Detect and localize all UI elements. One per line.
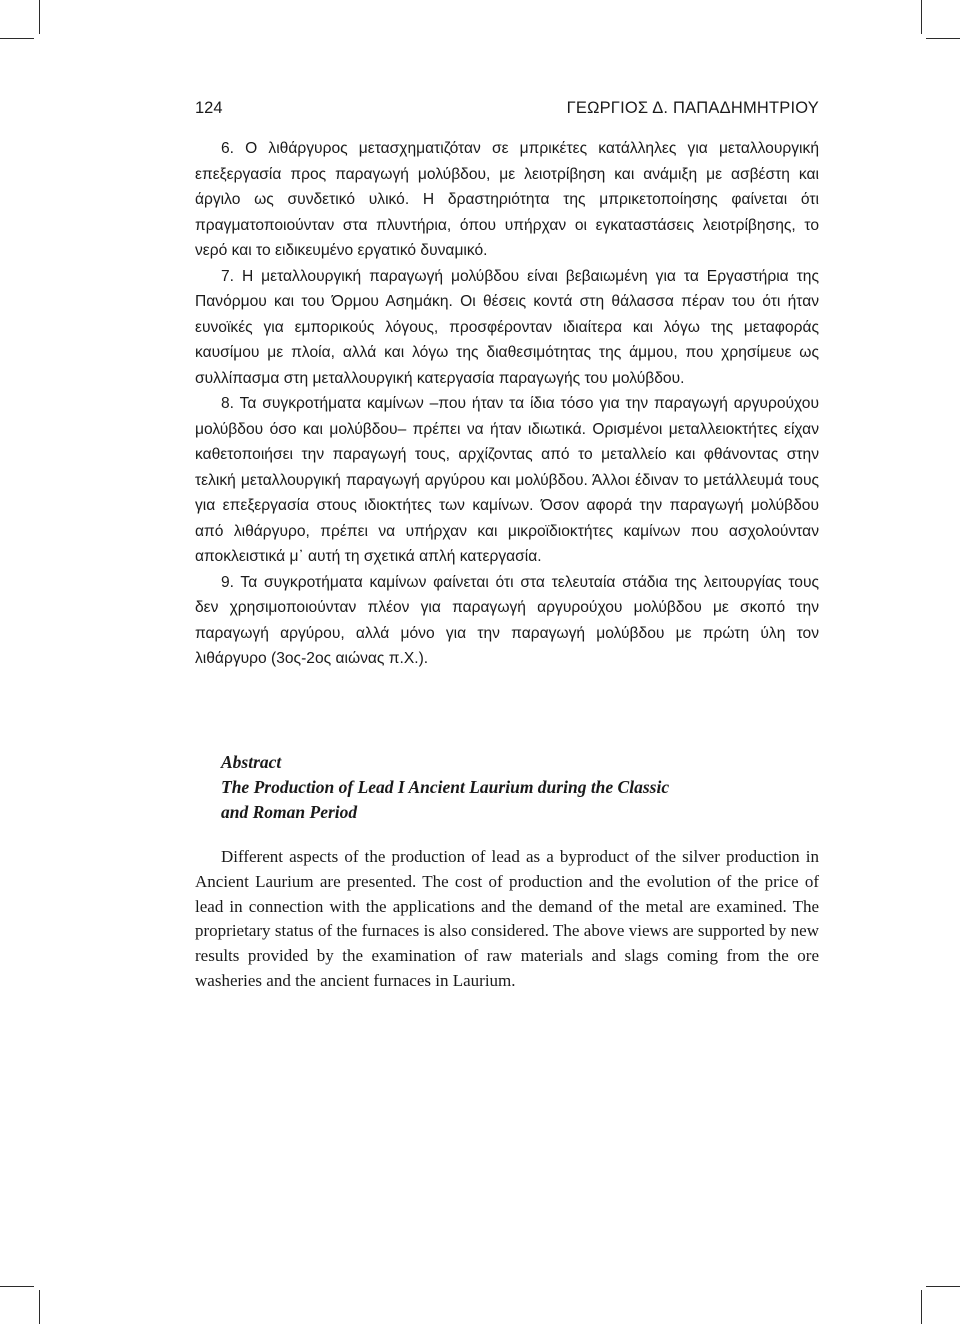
page-header (195, 96, 819, 120)
abstract-label: Abstract (221, 752, 282, 772)
crop-mark-bottom-right-horizontal (926, 1286, 960, 1287)
note-7: 7. Η μεταλλουργική παραγωγή μολύβδου είναι βεβαιωμένη για τα Εργαστήρια της Πανόρμου και του Όρμου Ασημάκη. Οι θέσεις κοντά στη θάλασσα πέραν του ότι ήταν ευνοϊκές για εμπορικούς λόγους, προσφέρονταν ιδιαίτερα και λόγω της μεταφοράς καυσίμου με πλοία, αλλά και λόγω της διαθεσιμότητας της άμμου, που χρησίμευε ως συλλίπασμα στη μεταλλουργική κατεργασία παραγωγής του μολύβδου. (195, 267, 819, 387)
crop-mark-bottom-left (39, 1290, 40, 1324)
abstract-text: Different aspects of the production of lead as a byproduct of the silver production in Ancient Laurium are presented. The cost of production and the evolution of the price of lead in connection with the applications and the demand of the metal are examined. The proprietary status of the furnaces is also considered. The above views are supported by new results provided by the examination of raw materials and slags coming from the ore washeries and the ancient furnaces in Laurium. (195, 847, 819, 990)
note-6: 6. Ο λιθάργυρος μετασχηματιζόταν σε μπρικέτες κατάλληλες για μεταλλουργική επεξεργασία προς παραγωγή μολύβδου, με λειοτρίβηση και ανάμιξη με ασβέστη και άργιλο ως συνδετικό υλικό. Η δραστηριότητα της μπρικετοποίησης φαίνεται ότι πραγματοποιούνταν στα πλυντήρια, όπου υπήρχαν οι εγκαταστάσεις λειοτρίβησης, το νερό και το ειδικευμένο εργατικό δυναμικό. (195, 140, 819, 259)
note-9: 9. Τα συγκροτήματα καμίνων φαίνεται ότι στα τελευταία στάδια της λειτουργίας τους δεν χρησιμοποιούνταν πλέον για παραγωγή αργυρούχου μολύβδου με σκοπό την παραγωγή αργύρου, αλλά μόνο για την παραγωγή μολύβδου με πρώτη ύλη τον λιθάργυρο (3ος-2ος αιώνας π.Χ.). (195, 573, 819, 667)
crop-mark-top-left (39, 0, 40, 34)
crop-mark-top-right (921, 0, 922, 34)
page-number: 124 (195, 99, 223, 117)
note-8: 8. Τα συγκροτήματα καμίνων –που ήταν τα ίδια τόσο για την παραγωγή αργυρούχου μολύβδου όσο και μολύβδου– πρέπει να ήταν ιδιωτικά. Ορισμένοι μεταλλειοκτήτες είχαν καθετοποιήσει την παραγωγή τους, αρχίζοντας από το μεταλλείο και φθάνοντας στην τελική μεταλλουργική παραγωγή αργύρου και μολύβδου. Άλλοι έδιναν το μετάλλευμά τους για επεξεργασία στους ιδιοκτήτες των καμίνων. Όσον αφορά την παραγωγή μολύβδου από λιθάργυρο, πρέπει να υπήρχαν και μικροϊδιοκτήτες καμίνων που ασχολούνταν αποκλειστικά μ᾽ αυτή τη σχετικά απλή κατεργασία. (195, 395, 819, 565)
running-head: ΓΕΩΡΓΙΟΣ Δ. ΠΑΠΑΔΗΜΗΤΡΙΟΥ (566, 99, 819, 117)
abstract-title-line-2: and Roman Period (221, 802, 358, 822)
crop-mark-top-left-horizontal (0, 38, 34, 39)
abstract-section (195, 750, 819, 994)
crop-mark-top-right-horizontal (926, 38, 960, 39)
crop-mark-bottom-right (921, 1290, 922, 1324)
crop-mark-bottom-left-horizontal (0, 1286, 34, 1287)
abstract-title-line-1: The Production of Lead I Ancient Laurium during the Classic (221, 777, 670, 797)
notes-section (195, 136, 819, 672)
